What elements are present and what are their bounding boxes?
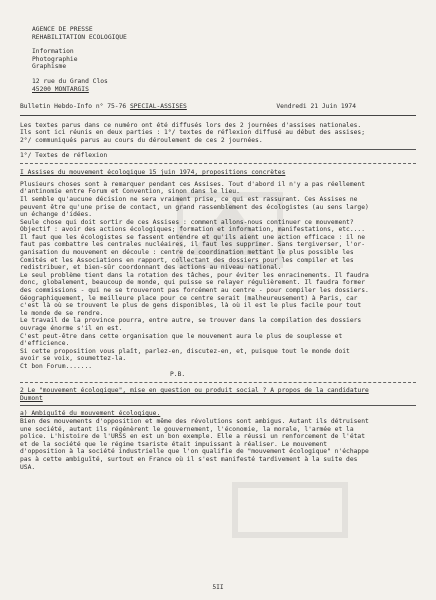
article1-body bbox=[20, 181, 416, 371]
text-line: avoir se voix, soumettez-la. bbox=[20, 355, 127, 363]
article2-title bbox=[20, 387, 416, 402]
text-line: d'opposition à la société industrielle que l'on qualifie de "mouvement écologique" n'échappe bbox=[20, 448, 369, 456]
text-line: pas à cette ambiguïté, surtout en France où il s'est manifesté tardivement à la suite des bbox=[20, 455, 358, 463]
text-line: c'est là où se trouvent le plus de gens disponibles, là où il est le plus facile pour tout bbox=[20, 302, 362, 310]
text-line: C'est peut-être dans cette organisation que le mouvement aura le plus de souplesse et bbox=[20, 332, 343, 340]
text-line: Ct bon Forum....... bbox=[20, 362, 93, 370]
text-line: ouvrage énorme s'il en est. bbox=[20, 325, 123, 332]
text-line: Le seul problème tient dans la rotation des tâches, pour éviter les enracinements. Il faudra bbox=[20, 271, 369, 279]
title-rule bbox=[20, 115, 416, 116]
service-graphisme: Graphisme bbox=[32, 63, 67, 71]
bulletin-title bbox=[20, 103, 187, 111]
faded-stamp-watermark bbox=[230, 480, 350, 540]
article-divider bbox=[20, 382, 416, 383]
text-line: d'efficience. bbox=[20, 340, 70, 348]
article2-body bbox=[20, 418, 416, 471]
text-line: redistribuer, et bien-sûr coordonnant des actions au niveau national. bbox=[20, 264, 282, 272]
text-line: Seule chose qui doit sortir de ces Assises : comment allons-nous continuer ce mouvement? bbox=[20, 218, 354, 226]
text-line: Bien des mouvements d'opposition et même des révolutions sont ambigus. Autant ils détruisent bbox=[20, 417, 369, 425]
text-line: Géographiquement, le meilleure place pour ce centre serait (malheureusement) à Paris, car bbox=[20, 294, 358, 302]
intro-line: Les textes parus dans ce numéro ont été diffusés lors des 2 journées d'assises nationales. bbox=[20, 121, 362, 129]
text-line: une société, autant ils régénèrent le gouvernement, l'économie, la morale, l'armée et la bbox=[20, 425, 354, 433]
bulletin-date: Vendredi 21 Juin 1974 bbox=[276, 103, 356, 111]
text-line: d'antinomie entre Forum et Convention, sinon dans le lieu. bbox=[20, 188, 240, 196]
text-line: Le travail de la province pourra, entre autre, se trouver dans la compilation des dossiers bbox=[20, 317, 362, 325]
text-line: Il semble qu'aucune décision ne sera vraiment prise, ce qui est rassurant. Ces Assises ne bbox=[20, 195, 358, 203]
text-line: Il faut que les écologistes se fassent entendre et qu'ils aient une action efficace : il ne bbox=[20, 233, 365, 241]
text-line: et de la société que le régime tsariste était impuissant à réaliser. Le mouvement bbox=[20, 440, 328, 448]
intro-line: 2°/ communiqués parus au cours du déroulement de ces 2 journées. bbox=[20, 136, 263, 144]
org-name-line2: REHABILITATION ECOLOGIQUE bbox=[32, 33, 127, 41]
section-rule bbox=[20, 149, 416, 150]
text-line: le monde de se rendre. bbox=[20, 309, 104, 317]
bulletin-title-row bbox=[20, 103, 416, 113]
article1-title: I Assises du mouvement écologique 15 juin 1974, propositions concrètes bbox=[20, 169, 286, 177]
text-line: USA. bbox=[20, 463, 36, 471]
address-city: 45200 MONTARGIS bbox=[32, 85, 89, 93]
org-name-line1: AGENCE DE PRESSE bbox=[32, 26, 93, 33]
address-street: 12 rue du Grand Clos bbox=[32, 77, 108, 85]
service-information: Information bbox=[32, 48, 74, 56]
section1-title: 1°/ Textes de réflexion bbox=[20, 151, 108, 159]
page-number: 5II bbox=[212, 584, 224, 592]
bulletin-special-label: SPECIAL-ASSISES bbox=[129, 103, 187, 111]
text-line: faut pas combattre les centrales nucléaires, il faut les supprimer. Sans tergiverser, l'or- bbox=[20, 241, 365, 249]
text-line: Comités et les Associations en rapport, collectant des dossiers pour les compiler et les bbox=[20, 256, 354, 264]
section-divider bbox=[20, 163, 416, 164]
article2-title-line: Dumont bbox=[20, 394, 43, 402]
service-photographie: Photographie bbox=[32, 55, 78, 63]
agency-header bbox=[32, 26, 416, 93]
text-line: Si cette proposition vous plaît, parlez-en, discutez-en, et, puisque tout le monde doit bbox=[20, 347, 350, 355]
text-line: donc, globalement, beaucoup de monde, qui puisse se relayer régulièrement. Il faudra former bbox=[20, 279, 365, 287]
text-line: police. L'histoire de l'URSS en est un bon exemple. Elle a réussi un renforcement de l'état bbox=[20, 433, 365, 441]
text-line: un échange d'idées. bbox=[20, 211, 93, 219]
text-line: Plusieurs choses sont à remarquer pendant ces Assises. Tout d'abord il n'y a pas réellement bbox=[20, 180, 365, 188]
text-line: Objectif : avoir des actions écologiques; formation et information, manifestations, etc.... bbox=[20, 226, 365, 234]
article2-rule bbox=[20, 405, 416, 406]
intro-line: Ils sont ici réunis en deux parties : 1°/ textes de réflexion diffusé au début des assises; bbox=[20, 129, 365, 137]
article2-subtitle: a) Ambiguïté du mouvement écologique. bbox=[20, 410, 161, 418]
bulletin-number: Bulletin Hebdo-Info n° 75-76 bbox=[20, 103, 127, 111]
text-line: des commissions - qui ne se trouveront pas forcément au centre - pour compiler les dossiers. bbox=[20, 287, 369, 295]
article2-title-line: 2 Le "mouvement écologique", mise en question ou produit social ? A propos de la candidature bbox=[20, 387, 369, 395]
text-line: peuvent être qu'une prise de contact, un grand rassemblement des écologistes (au sens large) bbox=[20, 203, 369, 211]
text-line: ganisation du mouvement en découle : centre de coordination mettant le plus possible les bbox=[20, 249, 354, 257]
intro-paragraph bbox=[20, 122, 416, 145]
article1-signature: P.B. bbox=[170, 370, 186, 378]
